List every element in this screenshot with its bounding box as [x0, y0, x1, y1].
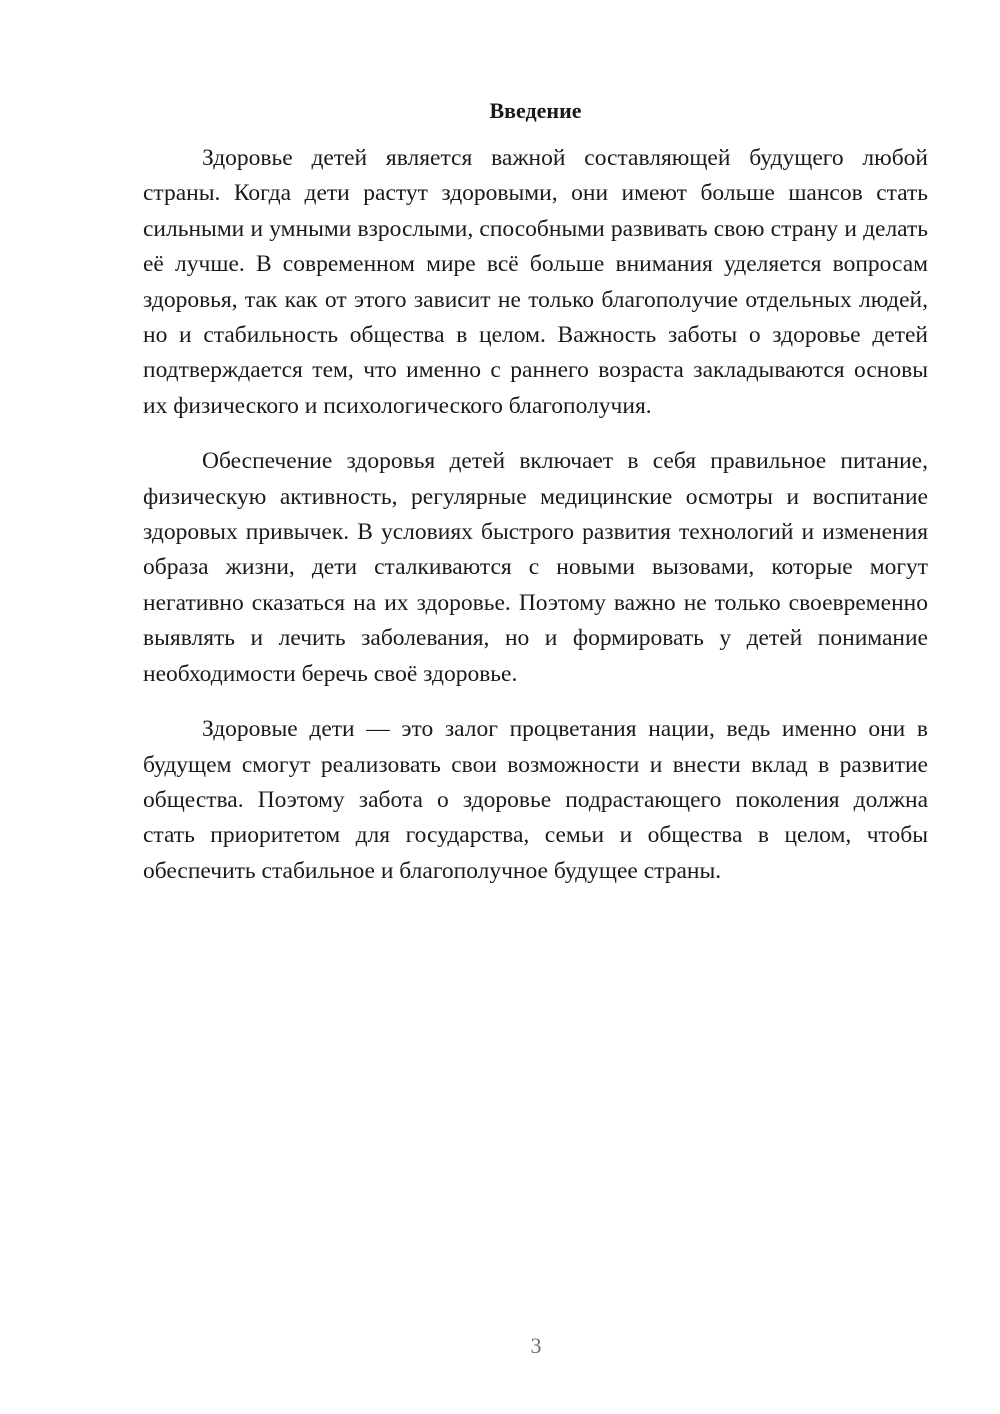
- paragraph-3: Здоровые дети — это залог процветания нации, ведь именно они в будущем смогут реализовать свои возможности и внести вклад в развитие общества. Поэтому забота о здоровье подрастающего поколения должна стать приоритетом для государства, семьи и общества в целом, чтобы обеспечить стабильное и благополучное будущее страны.: [143, 716, 928, 884]
- page-content: [143, 96, 928, 909]
- section-title: Введение: [489, 98, 582, 123]
- page-number: 3: [530, 1333, 542, 1358]
- paragraph-2: Обеспечение здоровья детей включает в себя правильное питание, физическую активность, регулярные медицинские осмотры и воспитание здоровых привычек. В условиях быстрого развития технологий и изменения образа жизни, дети сталкиваются с новыми вызовами, которые могут негативно сказаться на их здоровье. Поэтому важно не только своевременно выявлять и лечить заболевания, но и формировать у детей понимание необходимости беречь своё здоровье.: [143, 448, 928, 687]
- paragraph-1: Здоровье детей является важной составляющей будущего любой страны. Когда дети растут здоровыми, они имеют больше шансов стать сильными и умными взрослыми, способными развивать свою страну и делать её лучше. В современном мире всё больше внимания уделяется вопросам здоровья, так как от этого зависит не только благополучие отдельных людей, но и стабильность общества в целом. Важность заботы о здоровье детей подтверждается тем, что именно с раннего возраста закладываются основы их физического и психологического благополучия.: [143, 145, 928, 419]
